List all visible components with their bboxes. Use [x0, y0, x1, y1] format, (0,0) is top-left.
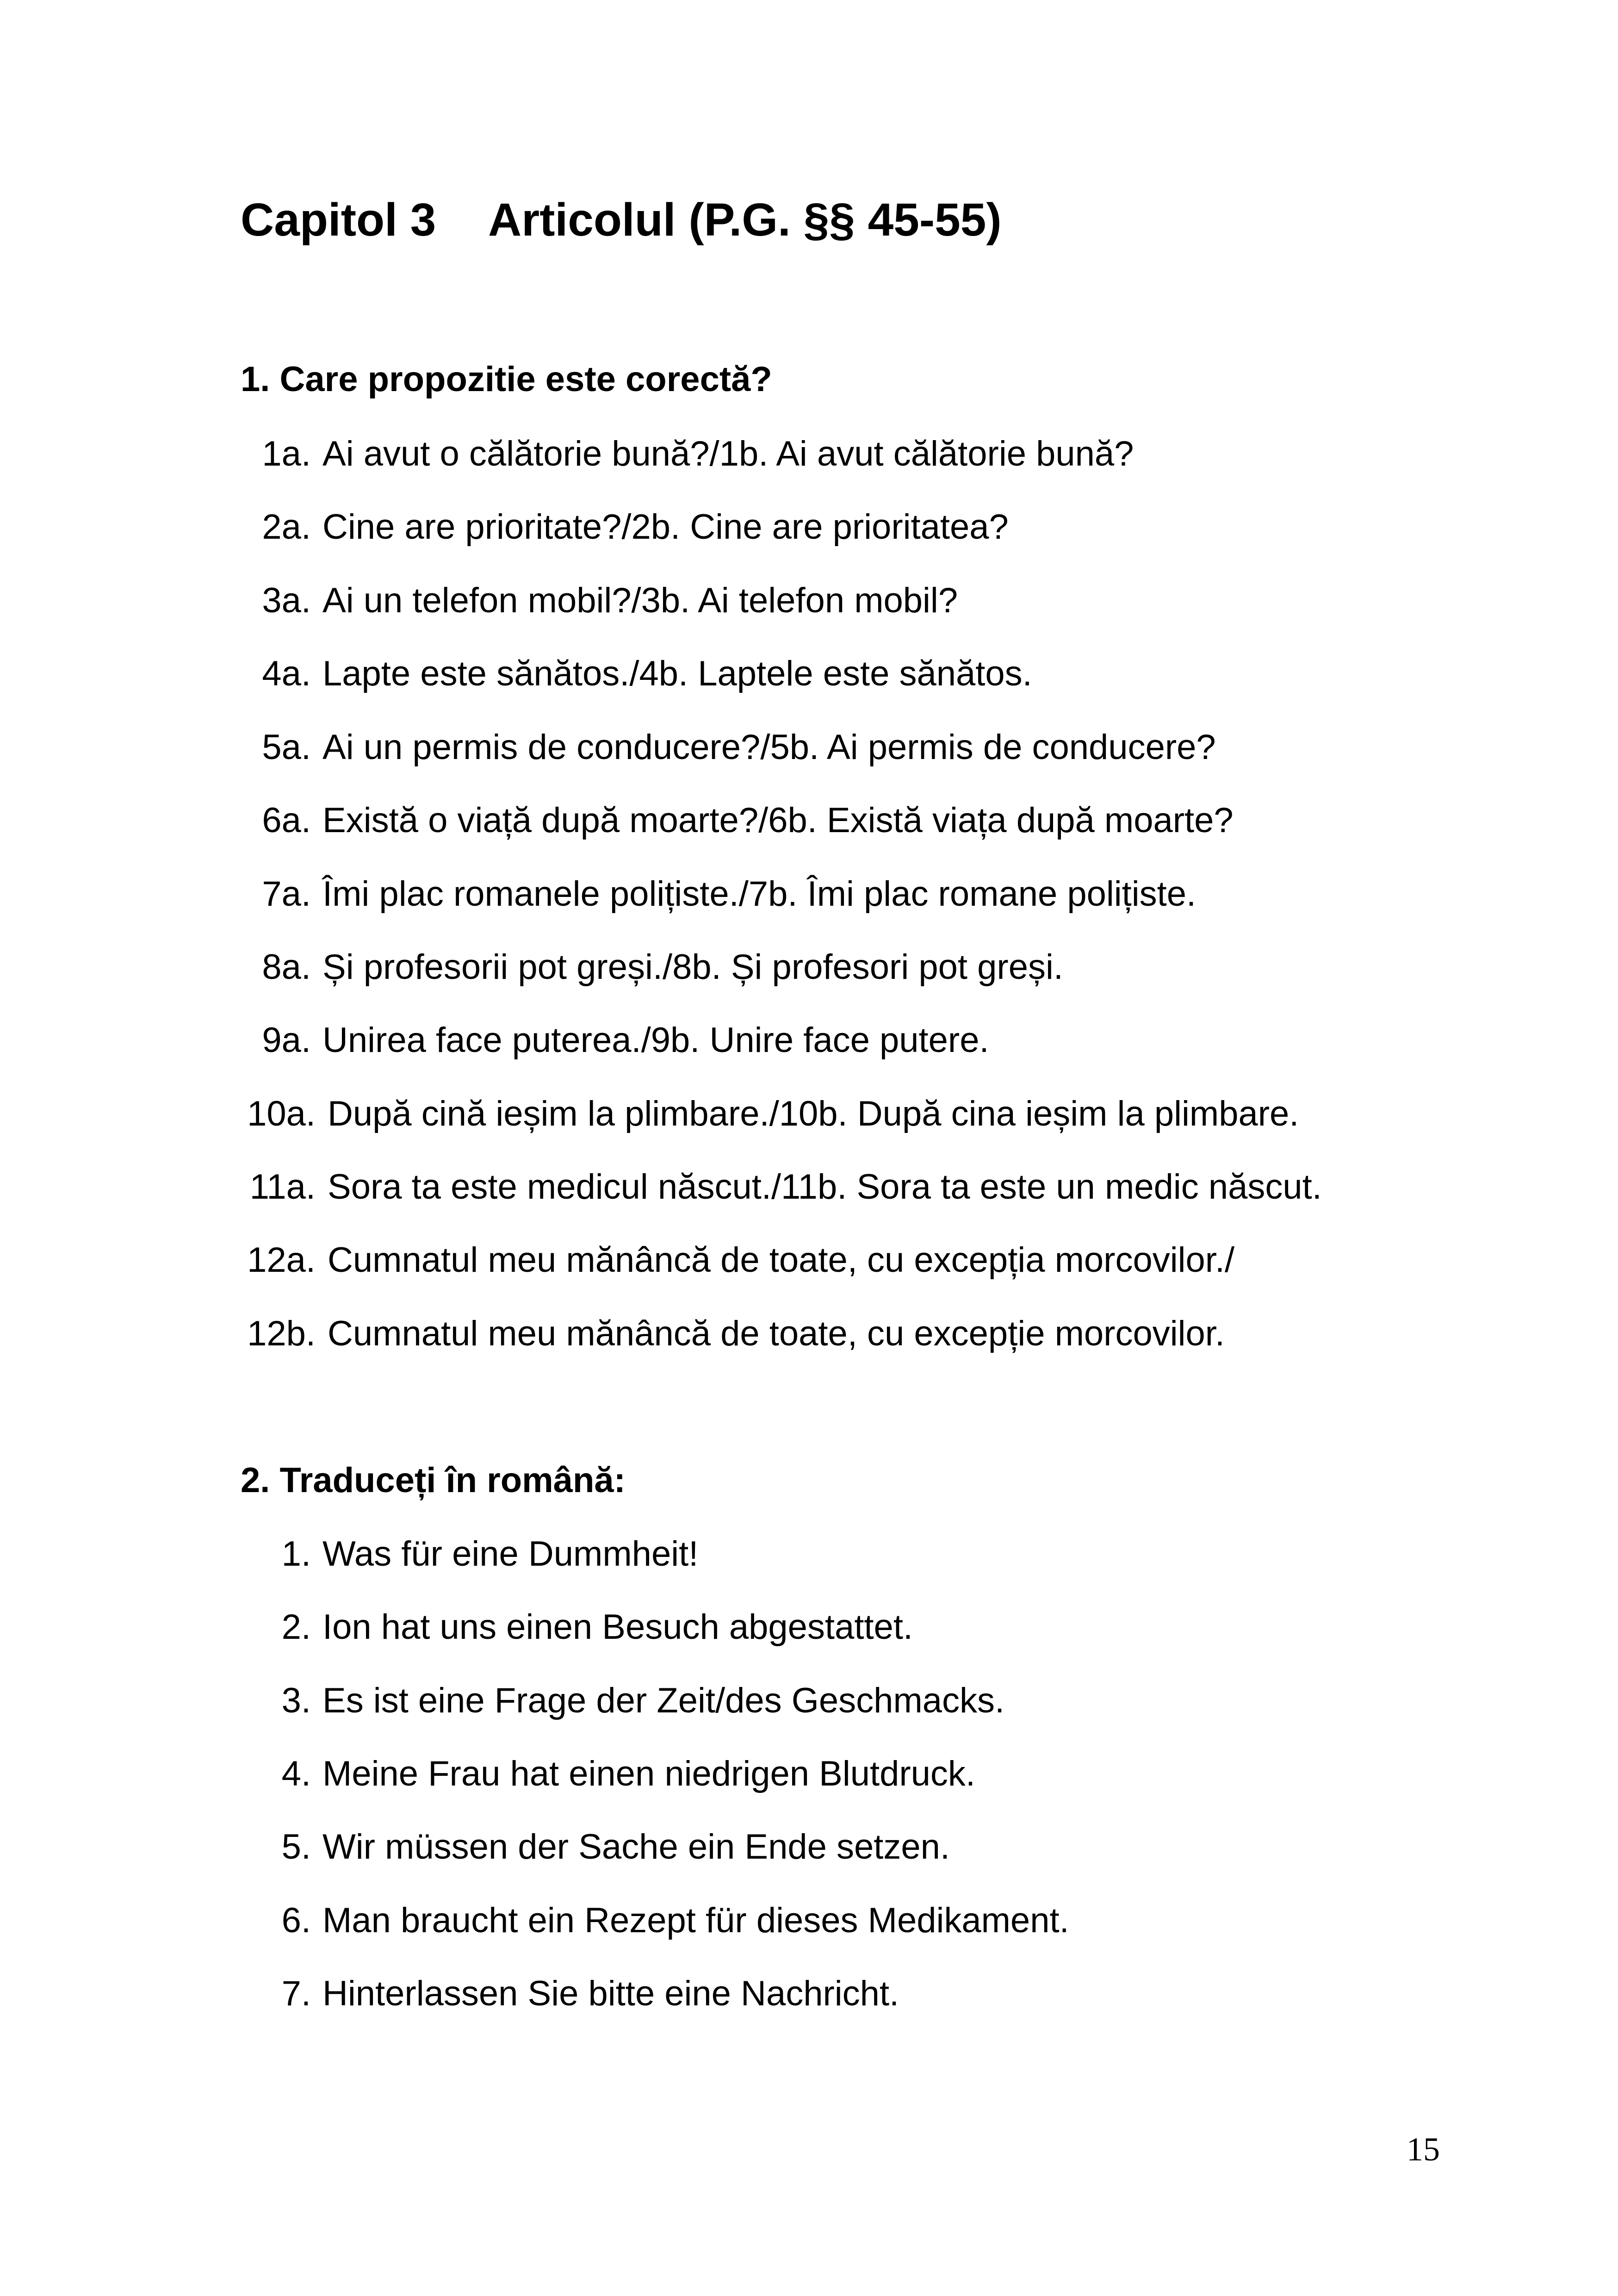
item-text: Hinterlassen Sie bitte eine Nachricht.: [322, 1974, 899, 2013]
item-text: Meine Frau hat einen niedrigen Blutdruck.: [322, 1754, 976, 1793]
chapter-number: Capitol 3: [241, 194, 436, 246]
item-number: 1.: [281, 1534, 311, 1574]
item-number: 6.: [281, 1901, 311, 1940]
item-text: Ai un telefon mobil?/3b. Ai telefon mobil?: [322, 581, 958, 620]
item-number: 3.: [281, 1681, 311, 1720]
item-number: 7.: [281, 1974, 311, 2013]
item-text: Și profesorii pot greși./8b. Și profesori pot greși.: [322, 947, 1063, 987]
item-text: Cine are prioritate?/2b. Cine are prioritatea?: [322, 507, 1009, 547]
item-number: 10a.: [247, 1094, 316, 1133]
item-number: 3a.: [262, 581, 311, 620]
item-text: Was für eine Dummheit!: [322, 1534, 699, 1574]
item-number: 4a.: [262, 654, 311, 693]
item-text: Ai un permis de conducere?/5b. Ai permis de conducere?: [322, 728, 1216, 767]
item-number: 12a.: [247, 1240, 316, 1280]
item-text: Cumnatul meu mănâncă de toate, cu excepție morcovilor.: [328, 1314, 1225, 1353]
item-number: 6a.: [262, 801, 311, 840]
item-text: Unirea face puterea./9b. Unire face putere.: [322, 1020, 989, 1060]
item-text: Man braucht ein Rezept für dieses Medikament.: [322, 1901, 1069, 1940]
item-number: 12b.: [247, 1314, 316, 1353]
page-number: 15: [1407, 2131, 1440, 2168]
chapter-title: [241, 194, 1002, 246]
item-number: 11a.: [249, 1167, 316, 1207]
item-number: 5a.: [262, 728, 311, 767]
item-number: 1a.: [262, 434, 311, 473]
item-number: 7a.: [262, 874, 311, 914]
item-text: Sora ta este medicul născut./11b. Sora ta este un medic născut.: [328, 1167, 1322, 1207]
item-text: Ai avut o călătorie bună?/1b. Ai avut călătorie bună?: [322, 434, 1134, 473]
item-text: După cină ieșim la plimbare./10b. După cina ieșim la plimbare.: [328, 1094, 1299, 1133]
item-text: Ion hat uns einen Besuch abgestattet.: [322, 1607, 913, 1647]
exercise2-heading: 2. Traduceți în română:: [241, 1461, 626, 1500]
item-number: 4.: [281, 1754, 311, 1793]
item-number: 2.: [281, 1607, 311, 1647]
item-text: Cumnatul meu mănâncă de toate, cu excepția morcovilor./: [328, 1240, 1235, 1280]
item-text: Lapte este sănătos./4b. Laptele este sănătos.: [322, 654, 1032, 693]
item-number: 2a.: [262, 507, 311, 547]
item-number: 9a.: [262, 1020, 311, 1060]
item-text: Es ist eine Frage der Zeit/des Geschmacks.: [322, 1681, 1005, 1720]
item-text: Wir müssen der Sache ein Ende setzen.: [322, 1827, 950, 1867]
chapter-topic: Articolul (P.G. §§ 45-55): [488, 194, 1002, 246]
item-number: 8a.: [262, 947, 311, 987]
item-text: Îmi plac romanele polițiste./7b. Îmi plac romane polițiste.: [322, 874, 1196, 914]
item-text: Există o viață după moarte?/6b. Există viața după moarte?: [322, 801, 1234, 840]
exercise1-heading: 1. Care propozitie este corectă?: [241, 360, 772, 399]
item-number: 5.: [281, 1827, 311, 1867]
